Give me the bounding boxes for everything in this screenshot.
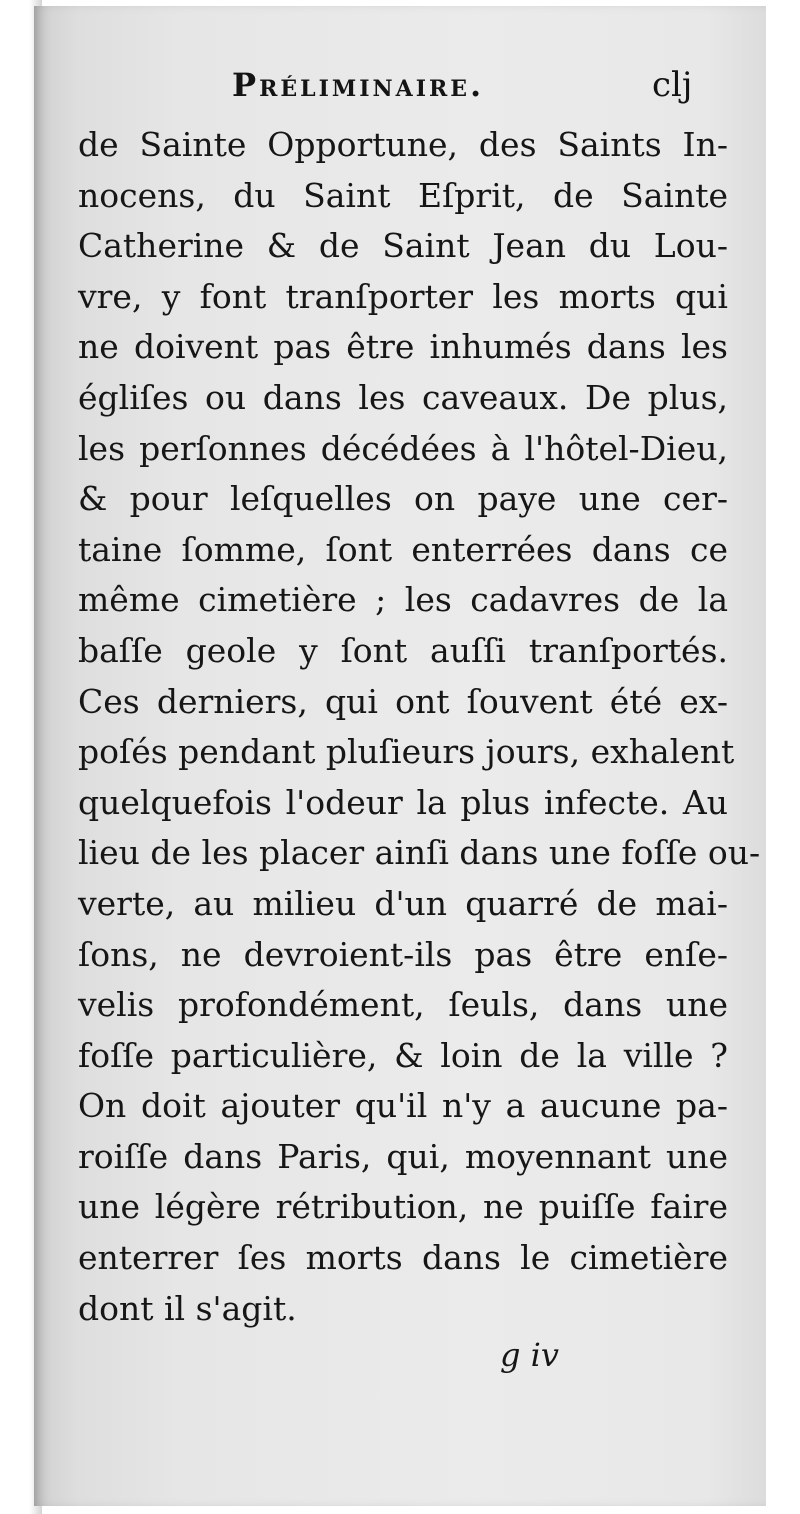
text-line: baſſe geole y ſont auſſi tranſportés. bbox=[78, 630, 728, 670]
text-line: même cimetière ; les cadavres de la bbox=[78, 580, 728, 620]
text-line: roiſſe dans Paris, qui, moyennant une bbox=[78, 1136, 728, 1176]
text-line: Ces derniers, qui ont ſouvent été ex- bbox=[78, 681, 728, 721]
text-line: lieu de les placer ainſi dans une foſſe ou- bbox=[78, 833, 761, 873]
text-line: foſſe particulière, & loin de la ville ? bbox=[78, 1035, 728, 1075]
text-line: une légère rétribution, ne puiſſe faire bbox=[78, 1187, 728, 1227]
text-line: les perſonnes décédées à l'hôtel-Dieu, bbox=[78, 428, 728, 468]
text-line: velis profondément, ſeuls, dans une bbox=[78, 985, 728, 1025]
text-line: égliſes ou dans les caveaux. De plus, bbox=[78, 377, 728, 417]
running-head: Préliminaire. bbox=[232, 66, 485, 104]
text-line: Catherine & de Saint Jean du Lou- bbox=[78, 226, 728, 266]
signature-mark: g iv bbox=[500, 1336, 559, 1374]
text-line: dont il s'agit. bbox=[78, 1288, 297, 1328]
text-line: enterrer ſes morts dans le cimetière bbox=[78, 1238, 728, 1278]
text-line: verte, au milieu d'un quarré de mai- bbox=[78, 883, 728, 923]
text-line: ne doivent pas être inhumés dans les bbox=[78, 327, 728, 367]
text-line: quelquefois l'odeur la plus infecte. Au bbox=[78, 782, 728, 822]
body-text bbox=[78, 120, 761, 1334]
text-line: vre, y font tranſporter les morts qui bbox=[78, 276, 728, 316]
text-line: & pour leſquelles on paye une cer- bbox=[78, 479, 728, 519]
text-line: ſons, ne devroient-ils pas être enſe- bbox=[78, 934, 728, 974]
text-line: poſés pendant pluſieurs jours, exhalent bbox=[78, 732, 735, 772]
page-number: clj bbox=[652, 65, 693, 105]
text-line: de Sainte Opportune, des Saints In- bbox=[78, 125, 728, 164]
text-line: nocens, du Saint Eſprit, de Sainte bbox=[78, 175, 728, 215]
text-line: taine ſomme, ſont enterrées dans ce bbox=[78, 529, 728, 569]
text-line: On doit ajouter qu'il n'y a aucune pa- bbox=[78, 1086, 728, 1126]
page-header bbox=[0, 60, 800, 110]
